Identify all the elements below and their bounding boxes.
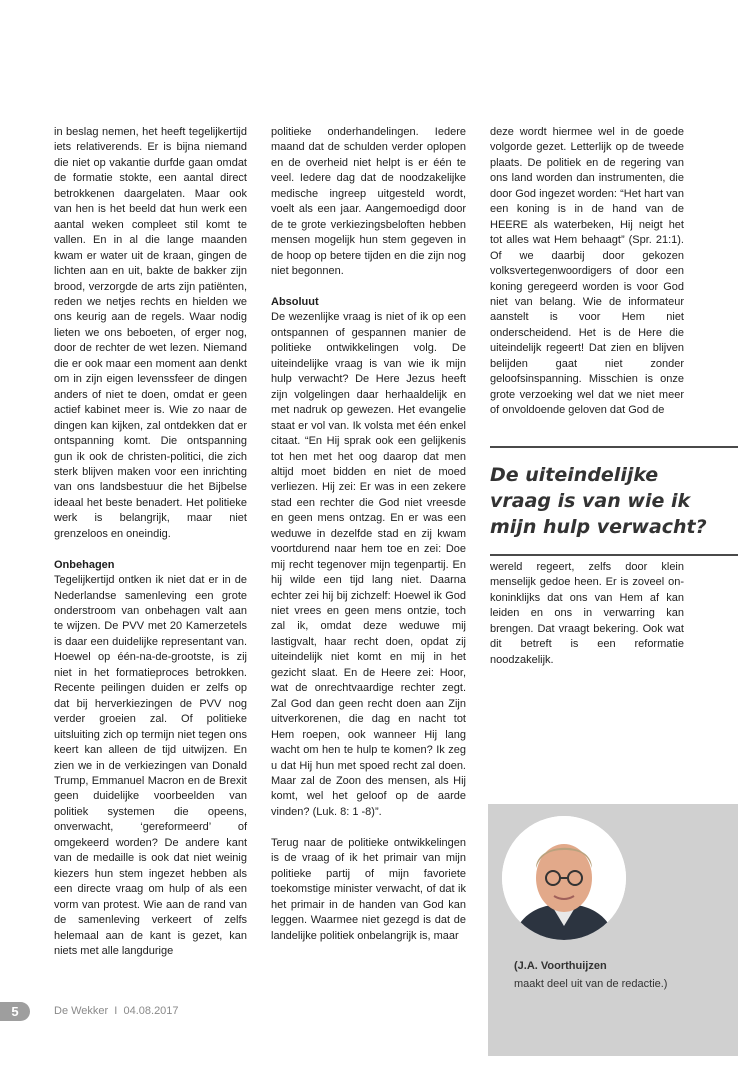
pull-quote	[490, 446, 738, 556]
paragraph: in beslag nemen, het heeft tegelijkertijd iets relativerends. Er is bijna niemand die niet op vakantie durfde gaan omdat de formatie stokte, een aantal direct betrokkenen daargelaten. Maar ook van hen is het beeld dat hun werk een aantal weken compleet stil komt te vallen. En in al die lange maanden kwam er water uit de kraan, gingen de lichten aan en uit, bakte de bakker zijn brood, verzorgde de arts zijn patiënten, reden we netjes rechts en hielden we ons keurig aan de regels. Waar nodig lieten we ons beboeten, of erger nog, door de rechter de wet lezen. Niemand die er ook maar een moment aan denkt om in zijn eigen levenssfeer de dingen anders of niet te doen, omdat er geen actief kabinet meer is. Wie zo naar de dingen kan kijken, zal ontdekken dat er ontspanning komt. Die ontspanning gun ik ook de christen-politici, die zich sterk blijven maken voor een inrichting van ons landsbestuur die het Bijbelse ideaal het beste benadert. Het politieke werk is belangrijk, maar niet grenzeloos en oneindig.	[54, 126, 247, 540]
section-heading-onbehagen: Onbehagen	[54, 558, 115, 571]
pull-quote-text: De uiteindelijke vraag is van wie ik mijn hulp verwacht?	[490, 464, 707, 538]
paragraph: wereld regeert, zelfs door klein menselijk gedoe heen. Er is zoveel on-koninklijks dat ons van Hem af kan leiden en ons in verwarring kan brengen. Dat vraagt bekering. Ook wat dit betreft is een reformatie noodzakelijk.	[490, 561, 684, 666]
divider	[490, 554, 738, 556]
author-name: (J.A. Voorthuijzen	[514, 960, 607, 972]
author-role: maakt deel uit van de redactie.)	[514, 978, 668, 990]
paragraph: deze wordt hiermee wel in de goede volgorde gezet. Letterlijk op de tweede plaats. De politiek en de regering van ons land worden dan instrumenten, die door God ingezet worden: “Het hart van een koning is in de hand van de HEERE als waterbeken, Hij neigt het tot alles wat Hem behaagt” (Spr. 21:1). Of we daarbij door gekozen volksvertegenwoordigers of door een koning geregeerd worden is voor God niet van belang. Wie de informateur aanstelt is voor Hem niet onderscheidend. Het is de Here die uiteindelijk regeert! Dat zien en blijven belijden gaat niet zonder geloofsinspanning. Misschien is onze grote verzoeking wel dat we niet meer of onvoldoende geloven dat God de	[490, 126, 684, 417]
section-heading-absoluut: Absoluut	[271, 295, 319, 308]
paragraph: De wezenlijke vraag is niet of ik op een ontspannen of gespannen manier de politieke ontwikkelingen volg. De uiteindelijke vraag is van wie ik mijn hulp verwacht? De Here Jezus heeft zijn volgelingen daar herhaaldelijk en met nadruk op gewezen. Het evangelie staat er vol van. Ik volsta met één enkel citaat. “En Hij sprak ook een gelijkenis tot hen met het oog daarop dat men altijd moet bidden en niet de moed verliezen. Hij zei: Er was in een zekere stad een rechter die God niet vreesde en geen mens ontzag. En er was een weduwe in dezelfde stad en zij kwam voortdurend naar hem toe en zei: Doe mij recht tegenover mijn tegenpartij. En hij wilde een tijd lang niet. Daarna echter zei hij bij zichzelf: Hoewel ik God niet vrees en geen mens ontzie, toch zal ik, omdat deze weduwe mij lastigvalt, haar recht doen, opdat zij uiteindelijk niet komt en mij in het gezicht slaat. En de Heere zei: Hoor, wat de onrechtvaardige rechter zegt. Zal God dan geen recht doen aan Zijn uitverkorenen, die dag en nacht tot Hem roepen, ook wanneer Hij lang wacht om hen te hulp te komen? Ik zeg u dat Hij hun met spoed recht zal doen. Maar zal de Zoon des mensen, als Hij komt, wel het geloof op de aarde vinden? (Luk. 8: 1 -8)”.	[271, 311, 466, 818]
article-column-3-continued	[490, 560, 684, 668]
article-column-2	[271, 125, 466, 944]
paragraph: Tegelijkertijd ontken ik niet dat er in de Nederlandse samenleving een grote onderstroom van onbehagen valt aan te wijzen. De PVV met 20 Kamerzetels is daar een duidelijke representant van. Hoewel op één-na-de-grootste, is zij niet in het formatieproces betrokken. Recente peilingen duiden er zelfs op dat bij herverkiezingen de PVV nog verder groeien zal. Of politieke uitsluiting zich op termijn niet tegen ons keert kan alleen de tijd uitwijzen. En zien we in de verkiezingen van Donald Trump, Emmanuel Macron en de Brexit geen duidelijke voorbeelden van politiek systemen die opeens, onverwacht, ‘gereformeerd’ of omgekeerd worden? De andere kant van de medaille is ook dat niet weinig kiezers hun stem ingezet hebben als een directe vraag om hulp of als een vorm van protest. Wie aan de rand van de samenleving verkeert of zelfs helemaal aan de kant is gezet, kan niets met alle langdurige	[54, 574, 247, 957]
paragraph: Terug naar de politieke ontwikkelingen is de vraag of ik het primair van mijn politieke partij of mijn favoriete toekomstige minister verwacht, of dat ik het primair in de handen van God kan leggen. Waarmee niet gezegd is dat de landelijke politiek onbelangrijk is, maar	[271, 836, 466, 942]
divider	[490, 446, 738, 448]
paragraph: politieke onderhandelingen. Iedere maand dat de schulden verder oplopen en de overheid niet helpt is er één te veel. Iedere dag dat de noodzakelijke medische ingreep uitgesteld wordt, voelt als een jaar. Aangemoedigd door de te grote verkiezingsbeloften hebben mensen mogelijk hun stem gegeven in de hoop op betere tijden en die zijn nog niet begonnen.	[271, 126, 466, 278]
author-box	[488, 804, 738, 1056]
author-photo	[502, 816, 626, 940]
article-column-1	[54, 125, 247, 959]
footer-publication: De Wekker I 04.08.2017	[54, 1005, 179, 1017]
page-number-badge: 5	[0, 1002, 30, 1021]
article-column-3	[490, 125, 684, 419]
